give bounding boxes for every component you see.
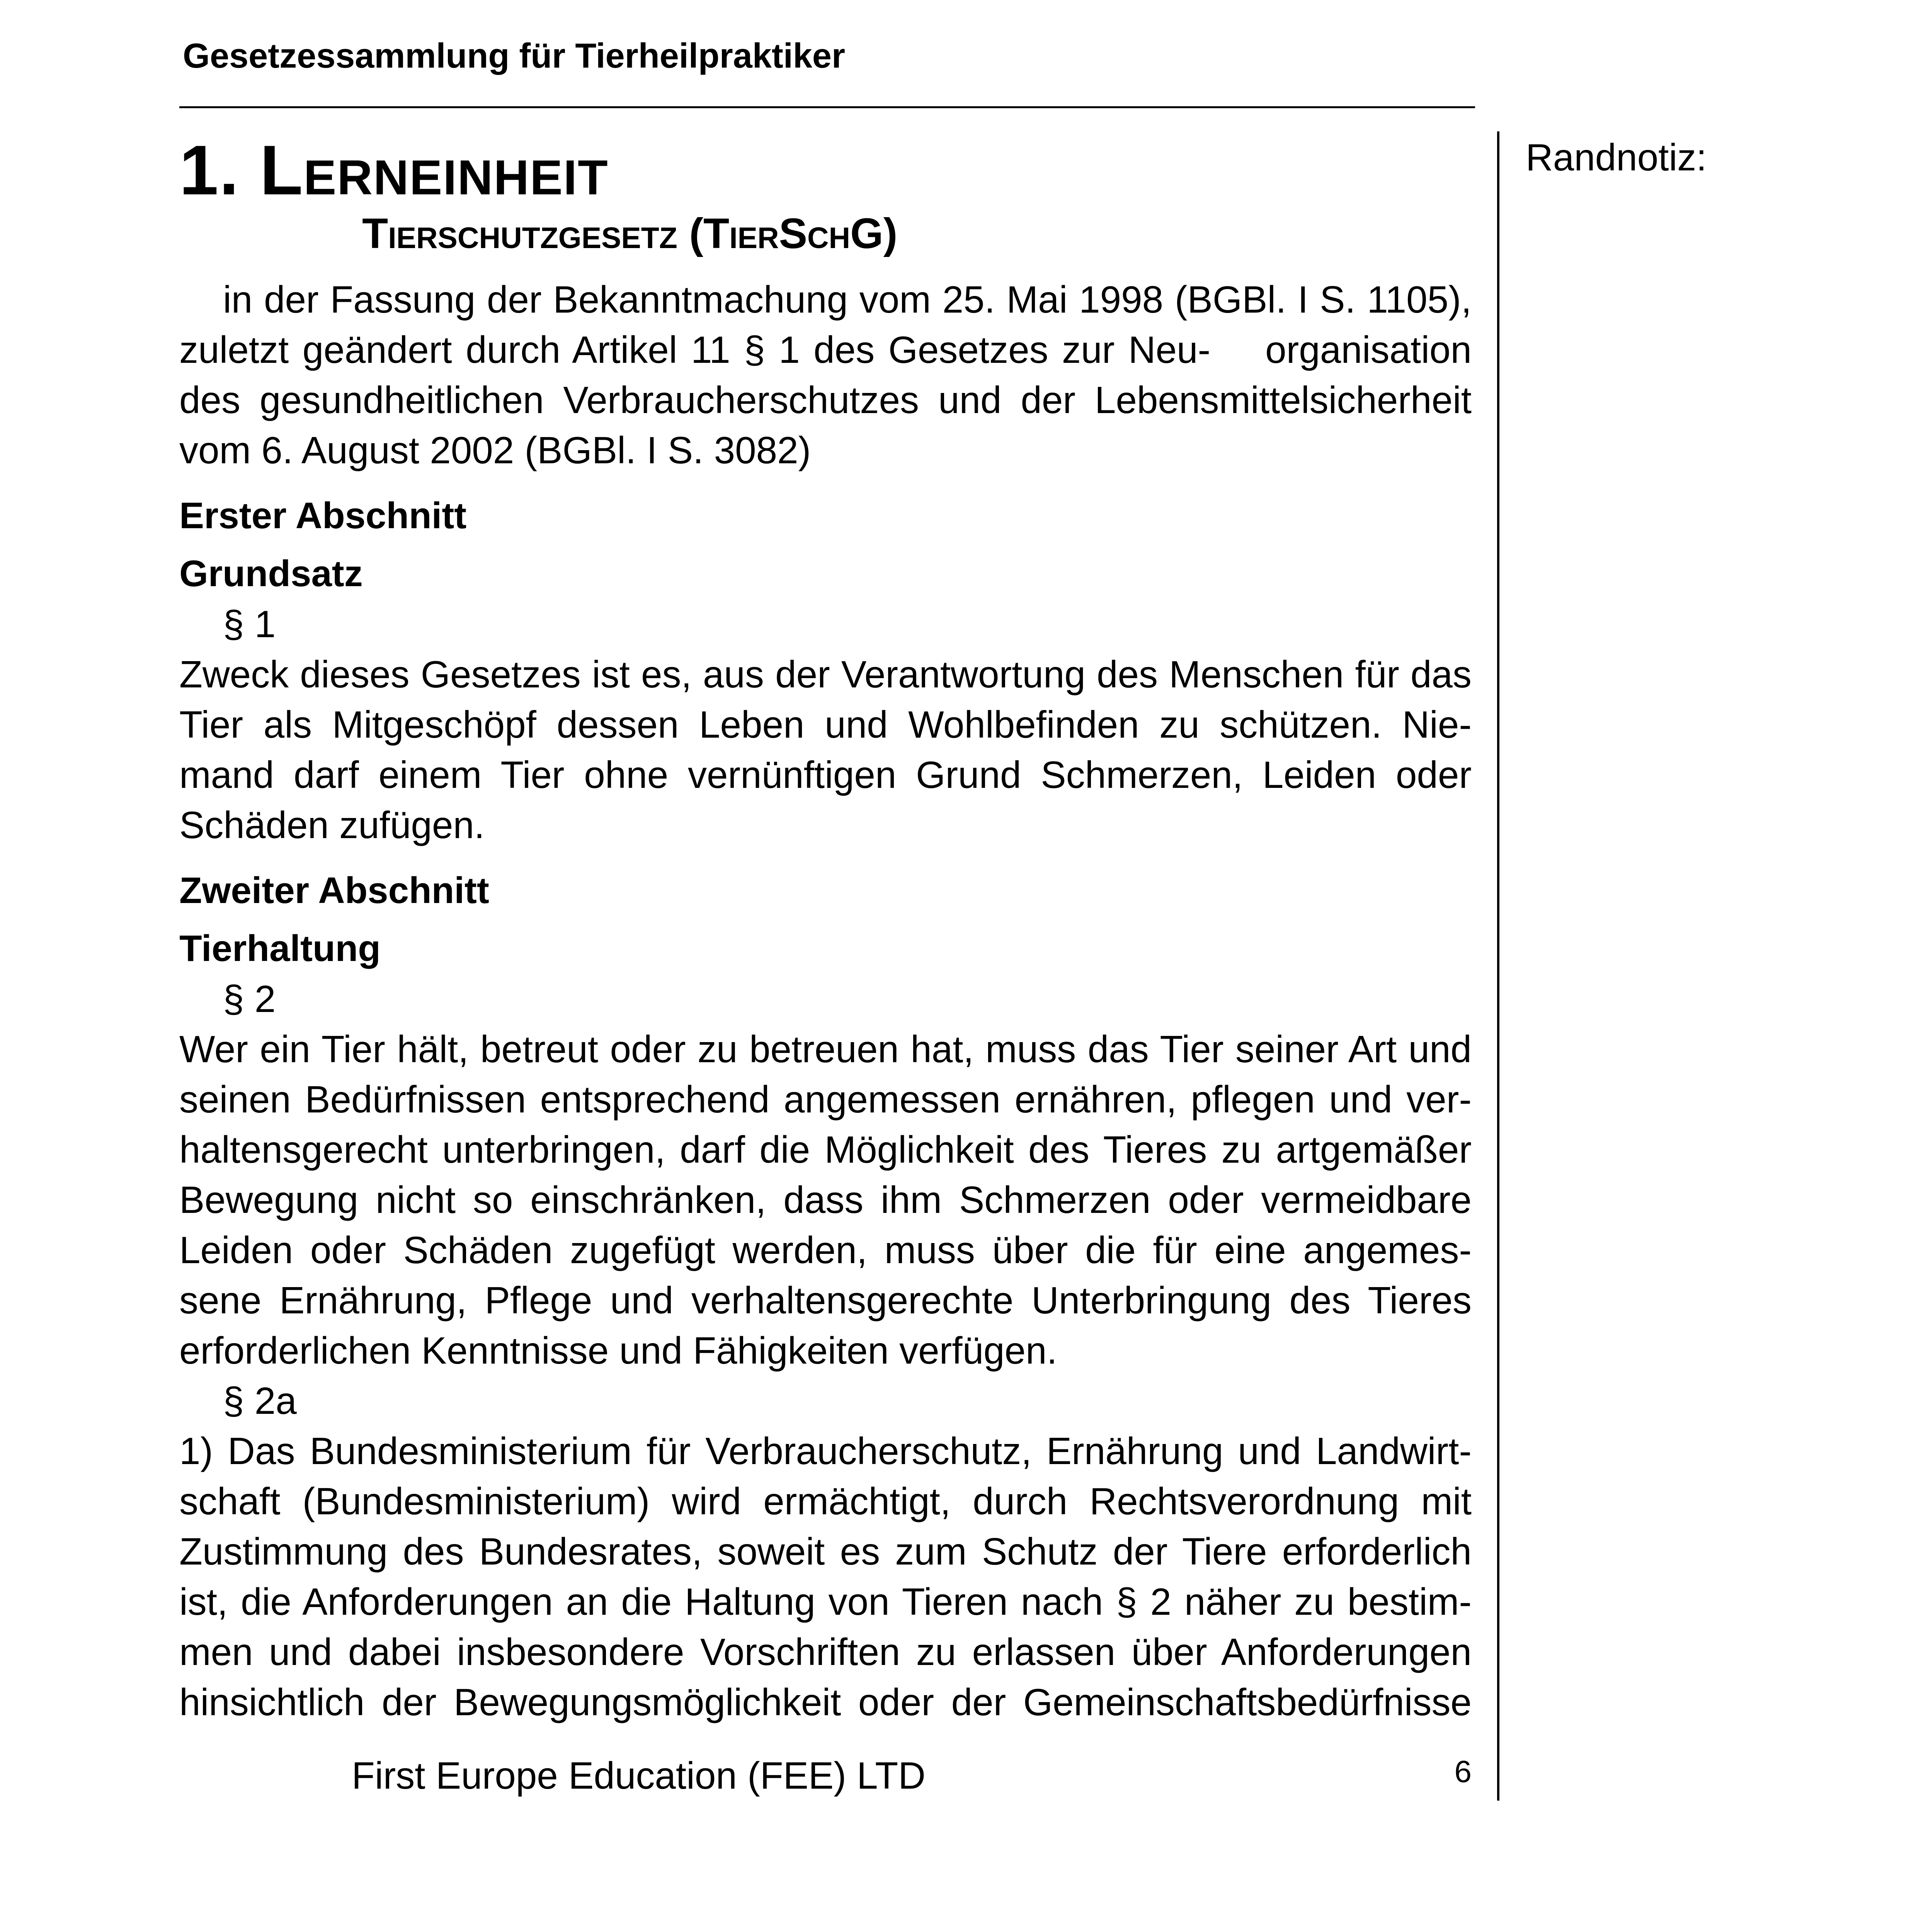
text-line: in der Fassung der Bekanntmachung vom 25. Mai 1998 (BGBl. I S. 1105), [223, 278, 1472, 321]
section-heading: Grundsatz [179, 553, 363, 594]
paragraph-number: § 1 [223, 603, 276, 645]
text-line: Zustimmung des Bundesrates, soweit es zum Schutz der Tiere erforderlich [179, 1530, 1472, 1573]
text-line: mand darf einem Tier ohne vernünftigen Grund Schmerzen, Leiden oder [179, 753, 1472, 796]
paragraph-number: § 2 [223, 978, 276, 1020]
section1-paragraph [179, 649, 1472, 850]
paragraph-number: § 2a [223, 1379, 297, 1422]
text-line: zuletzt geändert durch Artikel 11 § 1 des Gesetzes zur Neu- organisation [179, 328, 1472, 371]
page-footer [179, 1750, 1472, 1801]
text-line: Schäden zufügen. [179, 804, 485, 846]
page-number: 6 [1454, 1754, 1472, 1789]
text-line: Zweck dieses Gesetzes ist es, aus der Verantwortung des Menschen für das [179, 653, 1472, 696]
text-line: erforderlichen Kenntnisse und Fähigkeiten verfügen. [179, 1329, 1057, 1372]
chapter-title: 1. Lerneinheit [179, 131, 609, 209]
text-line: haltensgerecht unterbringen, darf die Möglichkeit des Tieres zu artgemäßer [179, 1128, 1472, 1171]
text-line: vom 6. August 2002 (BGBl. I S. 3082) [179, 429, 811, 471]
intro-paragraph [179, 274, 1472, 475]
text-line: seinen Bedürfnissen entsprechend angemessen ernähren, pflegen und ver- [179, 1078, 1472, 1121]
footer-publisher: First Europe Education (FEE) LTD [352, 1754, 926, 1797]
text-line: men und dabei insbesondere Vorschriften zu erlassen über Anforderungen [179, 1631, 1472, 1673]
main-column [179, 131, 1707, 1801]
section2-paragraph [179, 1024, 1472, 1376]
section2a-paragraph [179, 1426, 1472, 1727]
text-line: Wer ein Tier hält, betreut oder zu betreuen hat, muss das Tier seiner Art und [179, 1028, 1472, 1070]
text-line: Leiden oder Schäden zugefügt werden, muss über die für eine angemes- [179, 1229, 1472, 1271]
text-line: des gesundheitlichen Verbraucherschutzes und der Lebensmittelsicherheit [179, 379, 1472, 421]
section-heading: Tierhaltung [179, 928, 381, 969]
section-title: Zweiter Abschnitt [179, 870, 489, 911]
chapter-subtitle: Tierschutzgesetz (TierSchG) [362, 210, 898, 257]
text-line: sene Ernährung, Pflege und verhaltensgerechte Unterbringung des Tieres [179, 1279, 1472, 1321]
running-header: Gesetzessammlung für Tierheilpraktiker [183, 37, 845, 75]
text-line: 1) Das Bundesministerium für Verbraucherschutz, Ernährung und Landwirt- [179, 1430, 1472, 1472]
text-line: Tier als Mitgeschöpf dessen Leben und Wohlbefinden zu schützen. Nie- [179, 703, 1472, 746]
section-title: Erster Abschnitt [179, 495, 467, 536]
text-line: schaft (Bundesministerium) wird ermächtigt, durch Rechtsverordnung mit [179, 1480, 1472, 1522]
margin-note-label: Randnotiz: [1526, 136, 1707, 179]
header-rule [179, 106, 1475, 108]
text-line: Bewegung nicht so einschränken, dass ihm Schmerzen oder vermeidbare [179, 1179, 1472, 1221]
text-line: ist, die Anforderungen an die Haltung von Tieren nach § 2 näher zu bestim- [179, 1580, 1472, 1623]
text-line: hinsichtlich der Bewegungsmöglichkeit oder der Gemeinschaftsbedürfnisse [179, 1681, 1472, 1723]
